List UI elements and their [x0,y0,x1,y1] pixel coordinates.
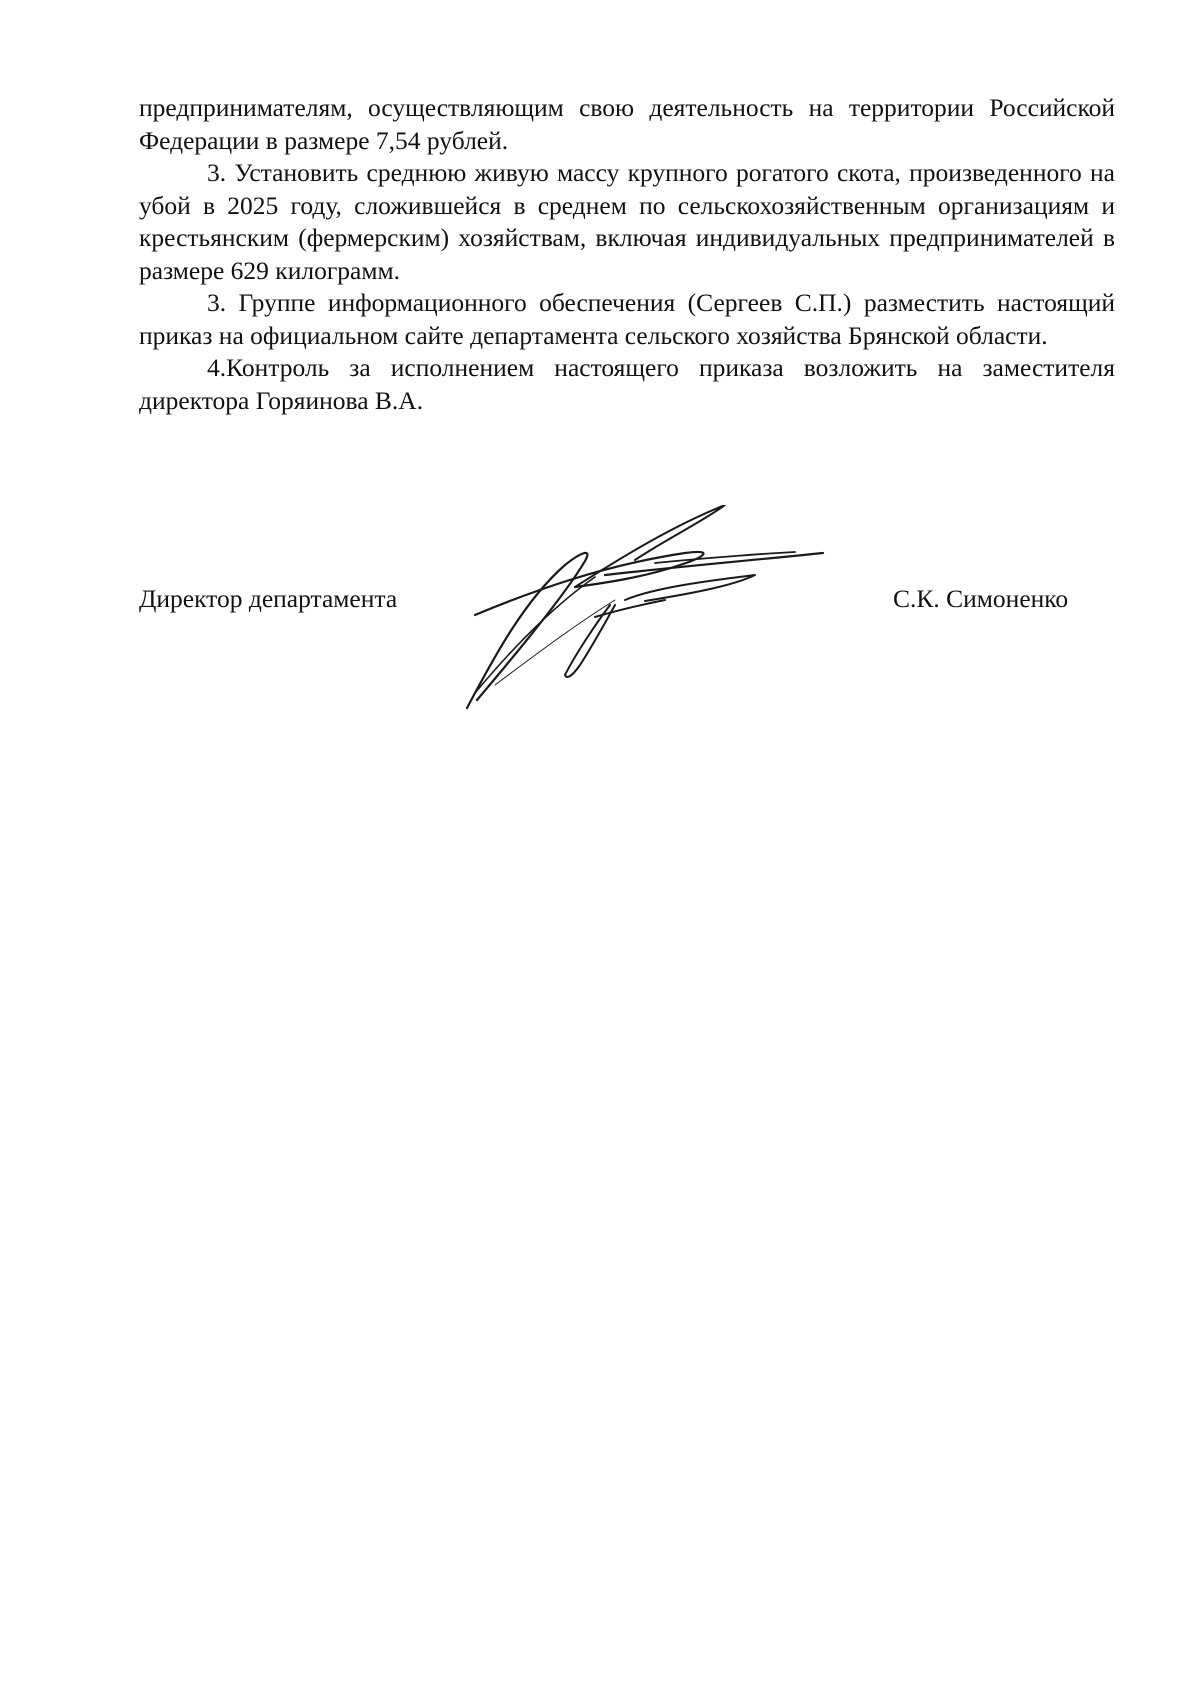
document-body [139,92,1115,417]
handwritten-signature-icon [455,505,855,720]
paragraph-continuation: предпринимателям, осуществляющим свою деятельность на территории Российской Федерации в размере 7,54 рублей. [139,93,1115,155]
paragraph-item-3-publication: 3. Группе информационного обеспечения (Сергеев С.П.) разместить настоящий приказ на официальном сайте департамента сельского хозяйства Брянской области. [139,288,1115,350]
signatory-title: Директор департамента [139,584,398,613]
paragraph-item-3-live-weight: 3. Установить среднюю живую массу крупного рогатого скота, произведенного на убой в 2025 году, сложившейся в среднем по сельскохозяйственным организациям и крестьянским (фермерским) хозяйствам, включая индивидуальных предпринимателей в размере 629 килограмм. [139,158,1115,285]
paragraph-item-4-control: 4.Контроль за исполнением настоящего приказа возложить на заместителя директора Горяинова В.А. [139,353,1115,415]
signatory-name: С.К. Симоненко [893,584,1069,613]
